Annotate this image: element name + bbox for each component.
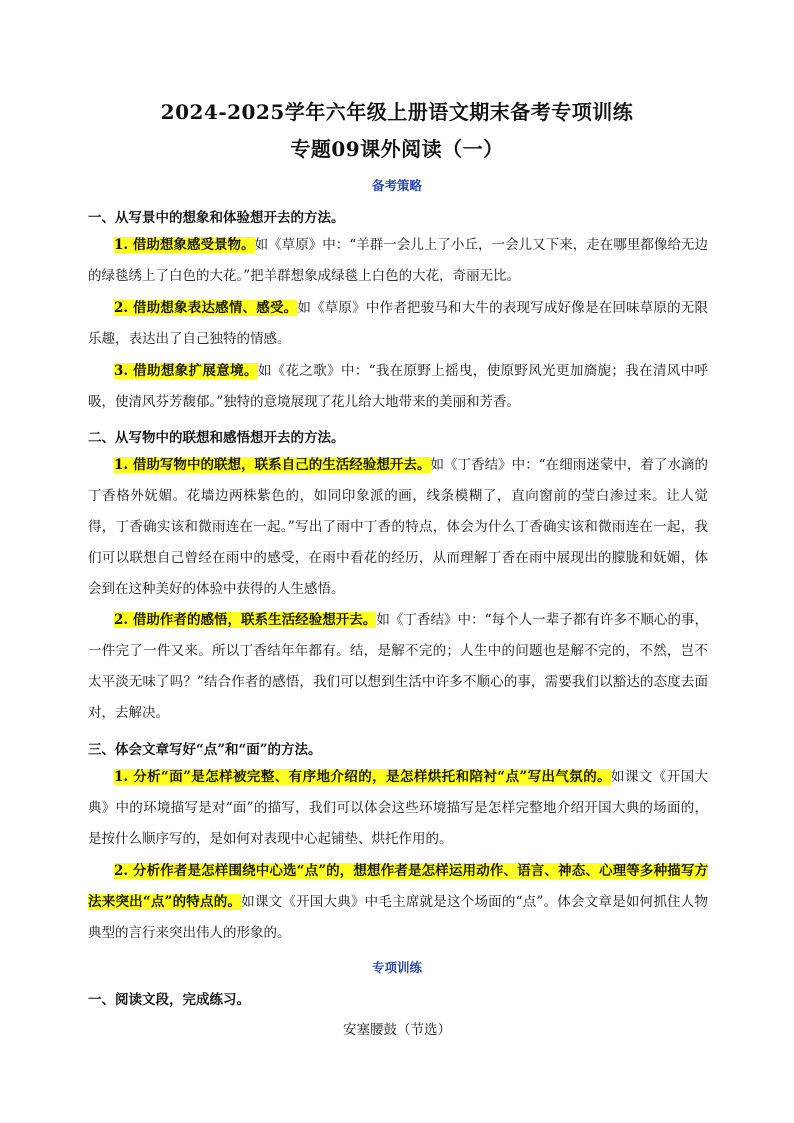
highlight-text: 1. 借助写物中的联想，联系自己的生活经验想开去。: [114, 457, 431, 473]
section-training-heading: 专项训练: [371, 960, 422, 975]
strategy-paragraph-1: [88, 230, 708, 292]
highlight-text: 2. 借助作者的感悟，联系生活经验想开去。: [114, 612, 377, 628]
strategy-paragraph-7: [88, 856, 708, 949]
passage-title: 安塞腰鼓（节选）: [343, 1022, 451, 1038]
paragraph-text: 如《丁香结》中：“在细雨迷蒙中，着了水滴的丁香格外妩媚。花墙边两株紫色的，如同印象派的画，线条模糊了，直向窗前的莹白渗过来。让人觉得，丁香确实该和微雨连在一起。”写出了雨中丁香的特点，体会为什么丁香确实该和微雨连在一起，我们可以联想自己曾经在雨中的感受，在雨中看花的经历，从而理解丁香在雨中展现出的朦胧和妩媚，体会到在这种美好的体验中获得的人生感悟。: [88, 457, 709, 597]
strategy-paragraph-2: [88, 293, 708, 355]
highlight-text: 2. 借助想象表达感情、感受。: [114, 300, 298, 316]
document-subtitle: 专题09课外阅读（一）: [290, 137, 504, 161]
training-heading-1: 一、阅读文段，完成练习。: [88, 992, 250, 1008]
highlight-text: 1. 借助想象感受景物。: [114, 237, 255, 253]
section-strategy-heading: 备考策略: [371, 178, 422, 193]
paragraph-text: 如《草原》中：“羊群一会儿上了小丘，一会儿又下来，走在哪里都像给无边的绿毯绣上了白色的大花。”把羊群想象成绿毯上白色的大花，奇丽无比。: [88, 237, 709, 284]
strategy-paragraph-4: [88, 450, 708, 605]
paragraph-text: 如课文《开国大典》中毛主席就是这个场面的“点”。体会文章是如何抓住人物典型的言行来突出伟人的形象的。: [88, 894, 708, 941]
paragraph-text: 如《丁香结》中：“每个人一辈子都有许多不顺心的事，一件完了一件又来。所以丁香结年年都有。结，是解不完的；人生中的问题也是解不完的，不然，岂不太平淡无味了吗？”结合作者的感悟，我们可以想到生活中许多不顺心的事，需要我们以豁达的态度去面对，去解决。: [88, 612, 708, 721]
highlight-text: 3. 借助想象扩展意境。: [114, 363, 258, 379]
strategy-heading-1: 一、从写景中的想象和体验想开去的方法。: [88, 210, 345, 226]
strategy-paragraph-6: [88, 762, 708, 855]
paragraph-text: 如《草原》中作者把骏马和大牛的表现写成好像是在回味草原的无限乐趣，表达出了自己独特的情感。: [88, 300, 709, 347]
strategy-paragraph-5: [88, 605, 708, 729]
document-title: 2024-2025学年六年级上册语文期末备考专项训练: [160, 100, 634, 124]
paragraph-text: 如《花之歌》中：“我在原野上摇曳，使原野风光更加旖旎；我在清风中呼吸，使清风芬芳馥郁。”独特的意境展现了花儿给大地带来的美丽和芳香。: [88, 363, 709, 410]
strategy-heading-2: 二、从写物中的联想和感悟想开去的方法。: [88, 430, 345, 446]
highlight-text: 1. 分析“面”是怎样被完整、有序地介绍的，是怎样烘托和陪衬“点”写出气氛的。: [114, 769, 612, 785]
paragraph-text: 如课文《开国大典》中的环境描写是对“面”的描写，我们可以体会这些环境描写是怎样完整地介绍开国大典的场面的，是按什么顺序写的，是如何对表现中心起铺垫、烘托作用的。: [88, 769, 709, 847]
strategy-paragraph-3: [88, 356, 708, 418]
strategy-heading-3: 三、体会文章写好“点”和“面”的方法。: [88, 742, 322, 758]
highlight-text: 2. 分析作者是怎样围绕中心选“点”的，想想作者是怎样运用动作、语言、神态、心理等多种描写方法来突出“点”的特点的。: [88, 863, 708, 910]
